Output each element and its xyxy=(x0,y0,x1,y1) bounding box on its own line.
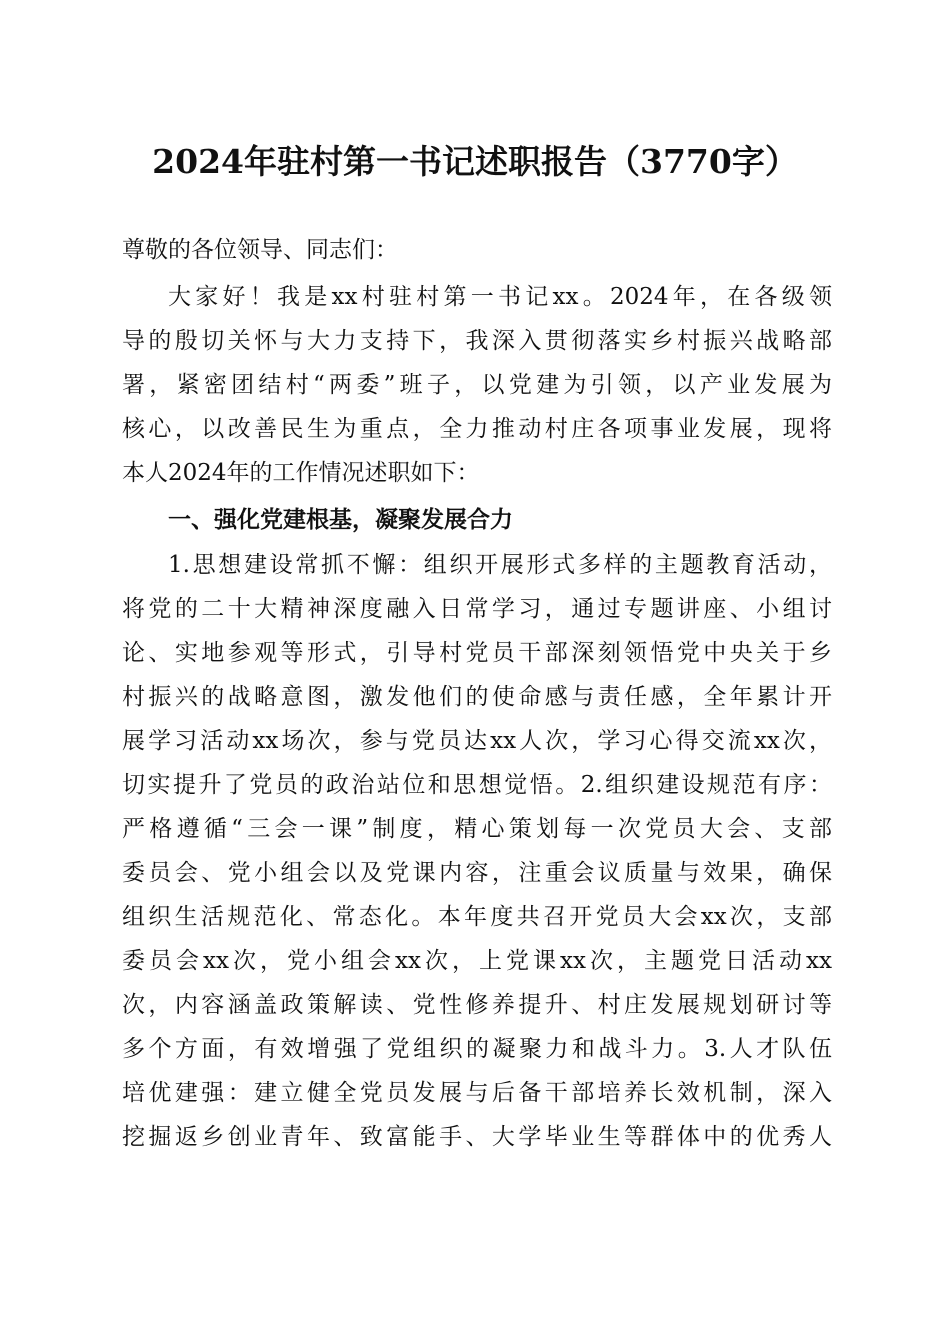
body-line: 多个方面，有效增强了党组织的凝聚力和战斗力。3.人才队伍 xyxy=(122,1036,832,1062)
body-line: 切实提升了党员的政治站位和思想觉悟。2.组织建设规范有序： xyxy=(122,772,832,798)
body-line: 严格遵循“三会一课”制度，精心策划每一次党员大会、支部 xyxy=(122,816,832,842)
body-line: 组织生活规范化、常态化。本年度共召开党员大会xx次，支部 xyxy=(122,904,832,930)
body-line: 论、实地参观等形式，引导村党员干部深刻领悟党中央关于乡 xyxy=(122,640,832,666)
body-line: 次，内容涵盖政策解读、党性修养提升、村庄发展规划研讨等 xyxy=(122,992,832,1018)
section-heading: 一、强化党建根基，凝聚发展合力 xyxy=(168,507,513,533)
body-line: 挖掘返乡创业青年、致富能手、大学毕业生等群体中的优秀人 xyxy=(122,1124,832,1150)
body-line: 培优建强：建立健全党员发展与后备干部培养长效机制，深入 xyxy=(122,1080,832,1106)
salutation: 尊敬的各位领导、同志们： xyxy=(122,237,398,263)
intro-line: 本人2024年的工作情况述职如下： xyxy=(122,460,480,486)
intro-line: 署，紧密团结村“两委”班子，以党建为引领，以产业发展为 xyxy=(122,372,832,398)
body-line: 委员会、党小组会以及党课内容，注重会议质量与效果，确保 xyxy=(122,860,832,886)
intro-line: 导的殷切关怀与大力支持下，我深入贯彻落实乡村振兴战略部 xyxy=(122,328,832,354)
intro-line: 核心，以改善民生为重点，全力推动村庄各项事业发展，现将 xyxy=(122,416,832,442)
document-title: 2024年驻村第一书记述职报告（3770字） xyxy=(152,142,798,181)
body-line: 1.思想建设常抓不懈：组织开展形式多样的主题教育活动， xyxy=(168,552,832,578)
body-line: 展学习活动xx场次，参与党员达xx人次，学习心得交流xx次， xyxy=(122,728,832,754)
body-line: 委员会xx次，党小组会xx次，上党课xx次，主题党日活动xx xyxy=(122,948,832,974)
body-line: 村振兴的战略意图，激发他们的使命感与责任感，全年累计开 xyxy=(122,684,832,710)
intro-line: 大家好！我是xx村驻村第一书记xx。2024年，在各级领 xyxy=(168,284,832,310)
body-line: 将党的二十大精神深度融入日常学习，通过专题讲座、小组讨 xyxy=(122,596,832,622)
